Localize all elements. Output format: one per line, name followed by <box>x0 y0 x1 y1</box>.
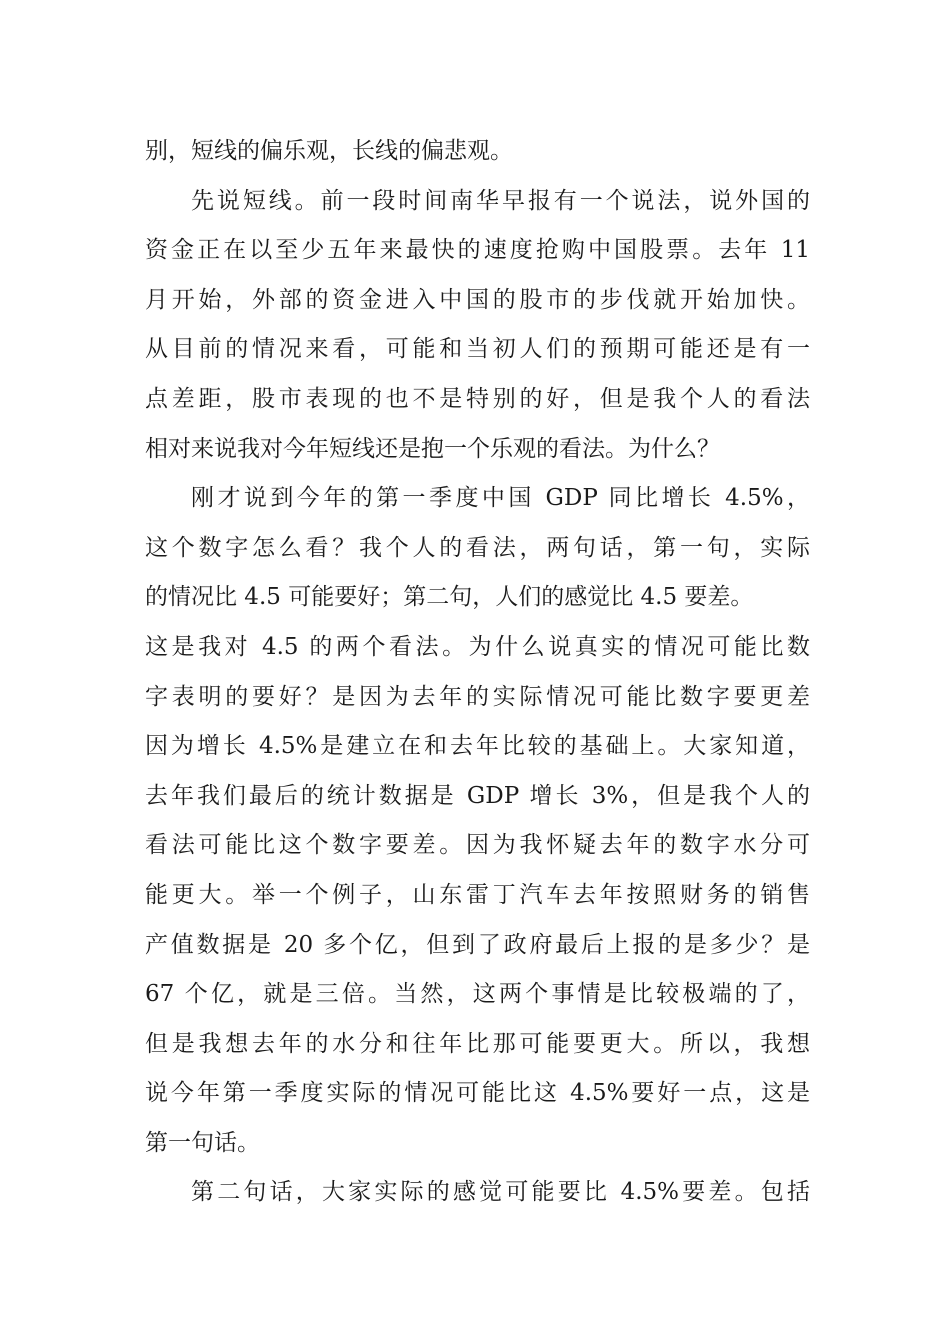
text-line: 说今年第一季度实际的情况可能比这 4.5%要好一点，这是 <box>145 1080 810 1107</box>
text-line: 先说短线。前一段时间南华早报有一个说法，说外国的 <box>191 187 810 214</box>
text-line: 第一句话。 <box>145 1129 260 1156</box>
text-line: 点差距，股市表现的也不是特别的好，但是我个人的看法 <box>145 385 810 412</box>
text-line: 月开始，外部的资金进入中国的股市的步伐就开始加快。 <box>145 286 810 313</box>
text-line: 67 个亿，就是三倍。当然，这两个事情是比较极端的了， <box>145 981 810 1008</box>
text-line: 刚才说到今年的第一季度中国 GDP 同比增长 4.5%， <box>191 485 810 512</box>
text-line: 的情况比 4.5 可能要好；第二句，人们的感觉比 4.5 要差。 <box>145 584 754 611</box>
text-line: 这个数字怎么看？我个人的看法，两句话，第一句，实际 <box>145 534 810 561</box>
text-line: 字表明的要好？是因为去年的实际情况可能比数字要更差 <box>145 683 810 710</box>
body-text <box>145 127 810 1218</box>
text-line: 去年我们最后的统计数据是 GDP 增长 3%，但是我个人的 <box>145 782 810 809</box>
text-line: 别，短线的偏乐观，长线的偏悲观。 <box>145 138 513 164</box>
text-line: 相对来说我对今年短线还是抱一个乐观的看法。为什么？ <box>145 435 720 462</box>
text-line: 这是我对 4.5 的两个看法。为什么说真实的情况可能比数 <box>145 633 810 660</box>
text-line: 能更大。举一个例子，山东雷丁汽车去年按照财务的销售 <box>145 881 810 908</box>
text-line: 第二句话，大家实际的感觉可能要比 4.5%要差。包括 <box>191 1179 810 1206</box>
text-line: 因为增长 4.5%是建立在和去年比较的基础上。大家知道， <box>145 733 810 760</box>
text-line: 资金正在以至少五年来最快的速度抢购中国股票。去年 11 <box>145 237 810 264</box>
text-line: 但是我想去年的水分和往年比那可能要更大。所以，我想 <box>145 1030 810 1057</box>
text-line: 从目前的情况来看，可能和当初人们的预期可能还是有一 <box>145 336 810 363</box>
text-line: 产值数据是 20 多个亿，但到了政府最后上报的是多少？是 <box>145 931 810 958</box>
text-line: 看法可能比这个数字要差。因为我怀疑去年的数字水分可 <box>145 832 810 859</box>
